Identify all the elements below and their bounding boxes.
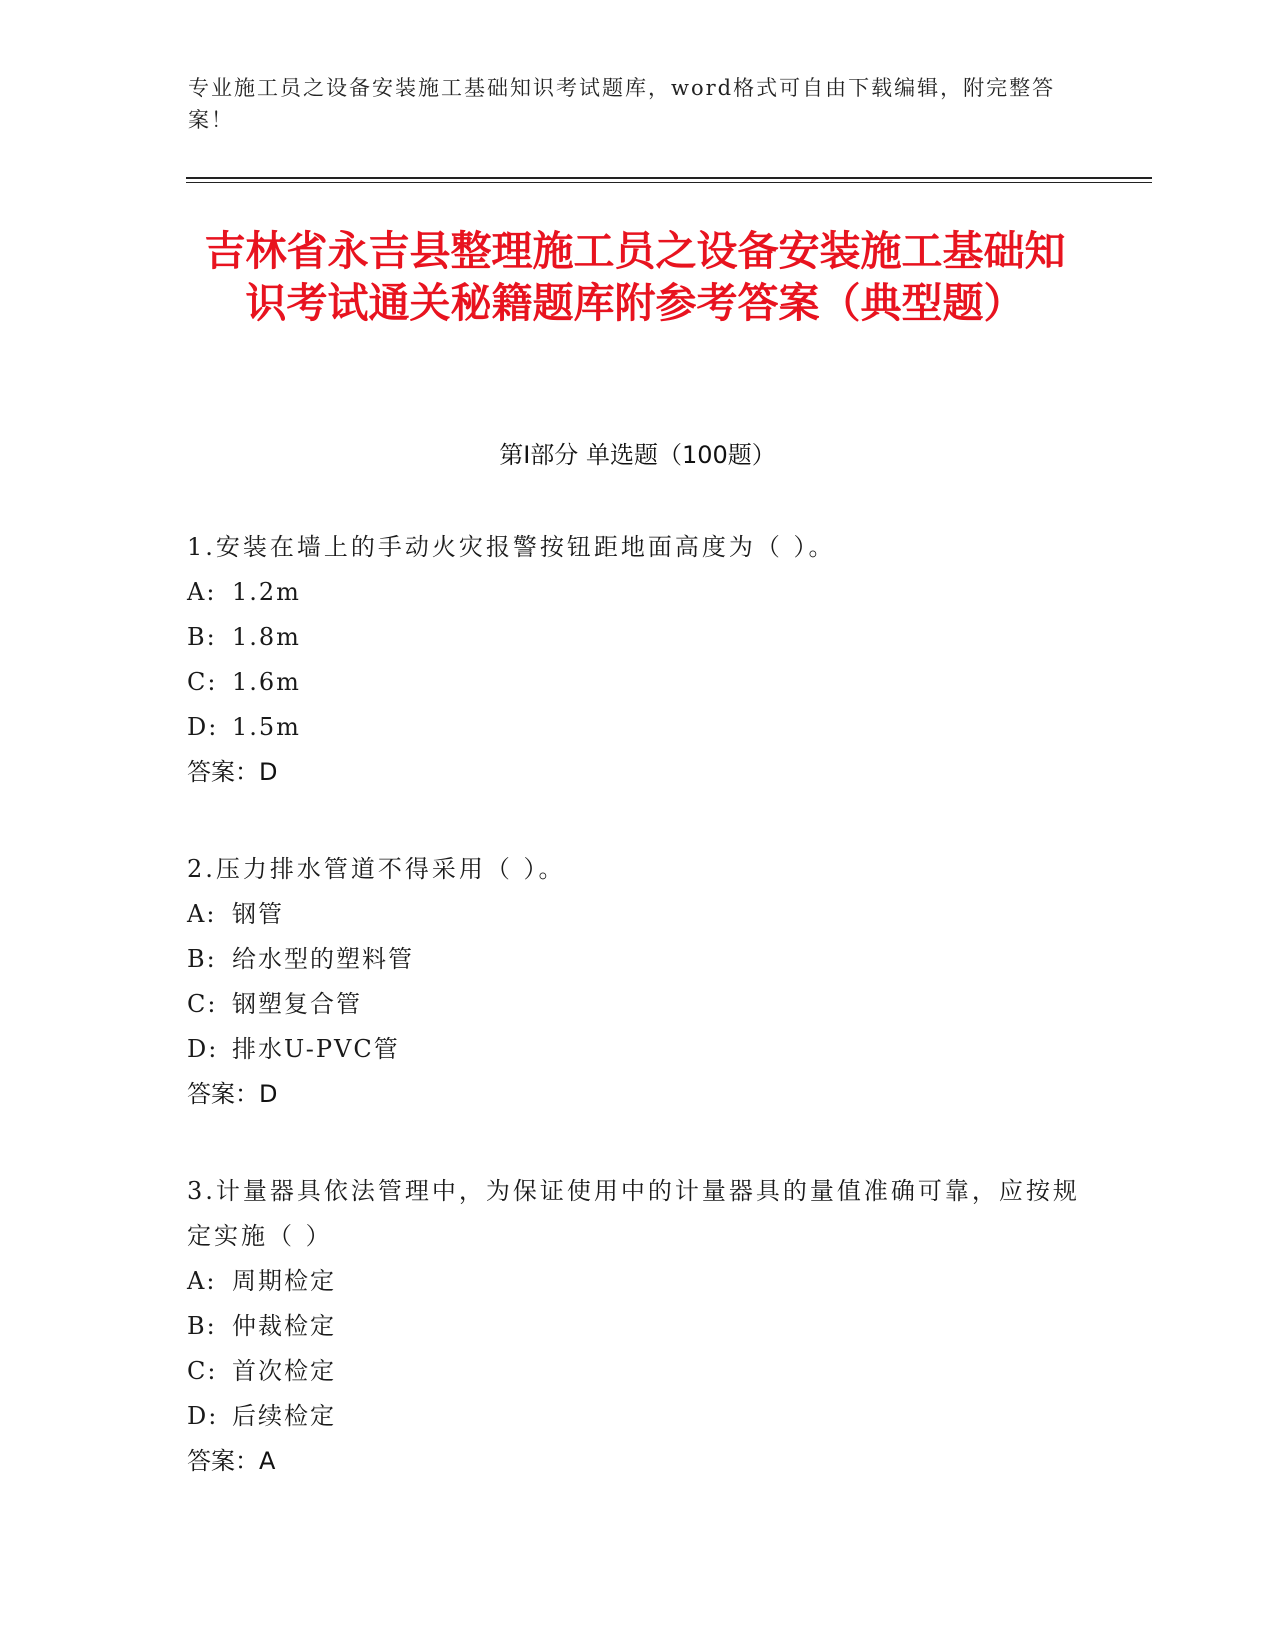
header-note: 专业施工员之设备安装施工基础知识考试题库，word格式可自由下载编辑，附完整答案！ [188,76,1056,132]
option-a [187,892,1087,937]
option-letter: B: [187,623,217,651]
option-b [187,1304,1087,1349]
option-a [187,1259,1087,1304]
option-letter: B: [187,945,217,973]
option-a [187,570,1087,615]
option-text: 首次检定 [232,1357,336,1385]
question-3 [187,1169,1087,1484]
option-letter: B: [187,1312,217,1340]
question-stem: 3.计量器具依法管理中，为保证使用中的计量器具的量值准确可靠，应按规定实施（ ） [187,1177,1080,1250]
header-divider-thick [186,177,1152,179]
option-text: 钢管 [232,900,284,928]
option-letter: C: [187,1357,218,1385]
section-title: 第Ⅰ部分 单选题（100题） [499,441,776,469]
option-text: 周期检定 [232,1267,336,1295]
option-letter: C: [187,668,218,696]
option-letter: D: [187,1402,219,1430]
document-title: 吉林省永吉县整理施工员之设备安装施工基础知识考试通关秘籍题库附参考答案（典型题） [204,227,1066,327]
option-text: 1.6m [232,668,301,696]
option-letter: D: [187,1035,219,1063]
option-text: 1.5m [232,713,301,741]
option-d [187,1394,1087,1439]
option-b [187,615,1087,660]
option-text: 钢塑复合管 [232,990,362,1018]
answer: 答案：D [187,1080,278,1108]
question-stem: 2.压力排水管道不得采用（ ）。 [187,855,566,883]
answer: 答案：D [187,758,278,786]
option-d [187,705,1087,750]
option-c [187,982,1087,1027]
option-text: 1.8m [232,623,301,651]
option-text: 1.2m [232,578,301,606]
option-letter: A: [187,900,217,928]
question-list [187,525,1087,1536]
option-c [187,1349,1087,1394]
option-d [187,1027,1087,1072]
answer: 答案：A [187,1447,276,1475]
option-b [187,937,1087,982]
option-text: 仲裁检定 [232,1312,336,1340]
option-text: 排水U-PVC管 [232,1035,400,1063]
question-2 [187,847,1087,1117]
option-text: 给水型的塑料管 [232,945,414,973]
option-letter: A: [187,578,217,606]
header-divider-thin [186,182,1152,183]
option-text: 后续检定 [232,1402,336,1430]
option-letter: D: [187,713,219,741]
question-1 [187,525,1087,795]
option-letter: C: [187,990,218,1018]
question-stem: 1.安装在墙上的手动火灾报警按钮距地面高度为（ ）。 [187,533,836,561]
option-letter: A: [187,1267,217,1295]
option-c [187,660,1087,705]
